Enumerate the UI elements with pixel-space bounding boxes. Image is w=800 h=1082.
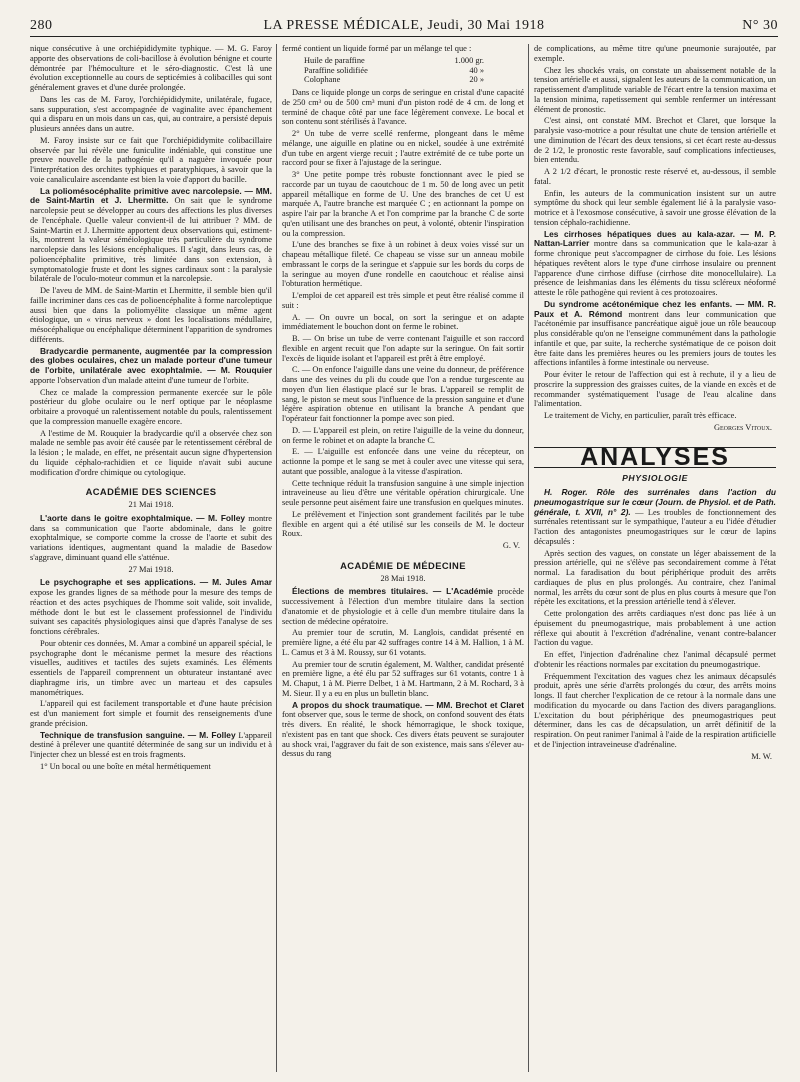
paragraph: En effet, l'injection d'adrénaline chez l'animal décapsulé permet d'obtenir les réactions normales par excitation du pneumogastrique.	[534, 650, 776, 669]
article-heading: La poliomésocéphalite primitive avec narcolepsie. — MM. de Saint-Martin et J. Lhermitte.	[30, 185, 272, 206]
article-transfusion	[30, 731, 272, 760]
paragraph: A l'estime de M. Rouquier la bradycardie qu'il a observée chez son malade ne semble pas avoir été causée par le retentissement cérébral de la lésion ; le malade, en effet, ne présentait aucun signe d'hypertension du liquide céphalo-rachidien et ce liquide n'avait subi aucune modification d'ordre chimique ou cytologique.	[30, 428, 272, 477]
article-heading: L'aorte dans le goitre exophtalmique. — M. Folley	[40, 512, 246, 523]
article-roger	[534, 488, 776, 547]
article-text: On sait que le syndrome narcolepsie peut se développer au cours des affections les plus diverses de l'encéphale. Quelle valeur convient-il de lui attribuer ? MM. de Saint-Martin et J. Lhermitte apportent deux observations qui, estiment-ils, montrent la valeur séméiologique très particulière du syndrome narcolepsie dans les lésions encéphaliques. Il s'agit, dans leurs cas, de polioencéphalite primitive, très limitée dans son extension, à symptomatologie fruste et dont les signes cardinaux sont : la paralysie bilatérale de l'oculo-moteur commun et la narcolepsie.	[30, 196, 272, 284]
article-heading: Bradycardie permanente, augmentée par la compression des globes oculaires, chez un malade porteur d'une tumeur de l'orbite, unilatérale avec exophtalmie. — M. Rouquier	[30, 345, 272, 375]
recipe-qty: 40 »	[469, 65, 484, 75]
paragraph: De l'aveu de MM. de Saint-Martin et Lhermitte, il semble bien qu'il faille incriminer dans ces cas de polioencéphalite à forme narcoleptique aussi bien que dans la poliomyélite classique un même agent étiologique, un « virus nerveux » dont les localisations médullaire, mésocéphalique ou encéphalique déterminent l'apparition de syndromes différents.	[30, 286, 272, 344]
column-3	[534, 44, 776, 1074]
article-shock	[282, 701, 524, 760]
article-heading: Les cirrhoses hépatiques dues au kala-azar. — M. P. Nattan-Larrier	[534, 228, 776, 249]
article-heading: Du syndrome acétonémique chez les enfants. — MM. R. Paux et A. Rémond	[534, 298, 776, 319]
article-text: procède successivement à l'élection d'un membre titulaire dans la section d'anatomie et de physiologie et à celle d'un membre titulaire dans la section de médecine opératoire.	[282, 587, 524, 626]
article-kala-azar	[534, 230, 776, 298]
paragraph: Fréquemment l'excitation des vagues chez les animaux décapsulés produit, après une série d'arrêts prolongés du cœur, des arrêts moins longs. Il faut chercher l'explication de ce retour à la normale dans une modification du myocarde ou dans l'action des divers paraganglions. L'excitation du bout périphérique des pneumogastriques peut déterminer, dans les cas de décapsulation, un arrêt définitif de la respiration. On peut ranimer l'animal à l'aide de la respiration artificielle et de l'injection intraveineuse d'adrénaline.	[534, 671, 776, 749]
section-title: ACADÉMIE DES SCIENCES	[85, 486, 217, 498]
article-polio	[30, 187, 272, 285]
recipe-list	[304, 56, 524, 85]
article-brady	[30, 347, 272, 386]
paragraph: A. — On ouvre un bocal, on sort la seringue et on adapte immédiatement le bouchon dont on ferme le robinet.	[282, 312, 524, 332]
paragraph: A 2 1/2 d'écart, le pronostic reste réservé et, au-dessous, il semble fatal.	[534, 167, 776, 186]
analyses-banner: ANALYSES	[534, 447, 776, 469]
recipe-name: Colophane	[304, 75, 341, 85]
paragraph: M. Faroy insiste sur ce fait que l'orchiépididymite colibacillaire observée par lui révèle une funiculite indéniable, qui constitue une preuve nouvelle de la pathogénie qu'il a naguère invoquée pour l'interprétation des orchites typhiques et paratyphiques, à savoir que la voie canaliculaire ascendante est bien la voie d'apport du bacille.	[30, 135, 272, 184]
article-heading: Élections de membres titulaires. — L'Académie	[292, 586, 493, 597]
issue-number: N° 30	[742, 18, 778, 33]
paragraph: Dans ce liquide plonge un corps de seringue en cristal d'une capacité de 250 cm³ ou de 500 cm³ muni d'un piston rodé de 4 cm. de long et terminé de chaque côté par une face légèrement convexe. Le bocal et son contenu sont stérilisés à l'avance.	[282, 88, 524, 127]
paragraph: E. — L'aiguille est enfoncée dans une veine du récepteur, on actionne la pompe et le sang se met à couler avec une vitesse qui sera, autant que possible, analogue à la vitesse d'aspiration.	[282, 447, 524, 476]
paragraph: Chez les shockés vrais, on constate un abaissement notable de la tension artérielle et aussi, signalent les auteurs de la communication, un rapetissement d'amplitude variable de l'écart entre la tension maxima et la tension minima, rapetissement qui semble renfermer un intéressant élément de pronostic.	[534, 65, 776, 114]
article-heading: H. Roger. Rôle des surrénales dans l'action du pneumogastrique sur le cœur (Journ. de Physiol. et de Path. générale, t. XVII, n° 2).	[534, 487, 776, 517]
recipe-qty: 20 »	[469, 75, 484, 85]
paragraph: Le prélèvement et l'injection sont grandement facilités par le tube flexible en argent qui a été utilisé sur les conseils de M. le docteur Roux.	[282, 509, 524, 539]
recipe-qty: 1.000 gr.	[454, 55, 484, 65]
recipe-name: Huile de paraffine	[304, 55, 365, 65]
article-text: — Les troubles de fonctionnement des surrénales retentissant sur le sympathique, l'auteur a eu l'idée d'étudier l'action des antagonistes pneumogastriques sur le cœur de lapins décapsulés :	[534, 507, 776, 546]
recipe-row	[304, 66, 484, 76]
paragraph: Au premier tour de scrutin également, M. Walther, candidat présenté en première ligne, a été élu par 52 suffrages sur 61 votants, contre 1 à M. Chaput, 1 à M. Pierre Delbet, 1 à M. Hartmann, 2 à M. Rochard, 3 à M. Sieur. Il y a eu en plus un bulletin blanc.	[282, 659, 524, 698]
column-2	[282, 44, 524, 1074]
section-date: 27 Mai 1918.	[128, 564, 174, 574]
article-text: montrent dans leur communication que l'acétonémie par insuffisance pancréatique aiguë joue un rôle beaucoup plus considérable qu'on ne l'enseigne communément dans la pathologie infantile et que, par suite, la recherche systématique de ce poison doit être faite dans les premières heures ou les premiers jours de toutes les affections infantiles à forme intestinale ou nerveuse.	[534, 309, 776, 368]
article-text: apporte l'observation d'un malade atteint d'une tumeur de l'orbite.	[30, 375, 249, 385]
journal-title: LA PRESSE MÉDICALE, Jeudi, 30 Mai 1918	[263, 18, 545, 33]
paragraph: L'une des branches se fixe à un robinet à deux voies vissé sur un chapeau métallique fileté. Ce chapeau se visse sur un anneau mobile embrassant le corps de la seringue et s'appuie sur les bords du corps de la seringue au moyen d'une rondelle en caoutchouc et réalise ainsi l'obturation hermétique.	[282, 240, 524, 289]
column-rule	[528, 44, 529, 1072]
article-heading: Technique de transfusion sanguine. — M. Folley	[40, 729, 236, 740]
paragraph: Après section des vagues, on constate un léger abaissement de la pression artérielle, qui ne s'élève pas secondairement comme à l'état normal. La faradisation du bout périphérique produit des arrêts cardiaques de plus en plus prolongés. Au contraire, chez l'animal normal, les arrêts du cœur sont de plus en plus courts à mesure que l'on répète les excitations, et la pression artérielle tend à s'élever.	[534, 548, 776, 607]
paragraph: Cette prolongation des arrêts cardiaques n'est donc pas liée à un épuisement du pneumogastrique, mais probablement à une action réflexe qui aboutit à l'excrétion d'adrénaline, venant contre-balancer l'action du vague.	[534, 609, 776, 648]
recipe-row	[304, 75, 484, 85]
article-psychographe	[30, 578, 272, 637]
signature: G. V.	[502, 541, 520, 550]
section-title: ACADÉMIE DE MÉDECINE	[340, 559, 466, 571]
signature: Georges Vitoux.	[713, 422, 772, 432]
paragraph: 3° Une petite pompe très robuste fonctionnant avec le pied se raccorde par un tuyau de caoutchouc de 1 m. 50 de long avec un petit appareil métallique en forme de U. Une des branches de cet U est marquée A, l'autre branche est marquée C ; en actionnant la pompe on aspire l'air par la branche A et l'on comprime par la branche C de sorte qu'en utilisant une des branches on peut, à volonté, obtenir l'inspiration ou la compression.	[282, 170, 524, 238]
article-text: expose les grandes lignes de sa méthode pour la mesure des temps de réaction et des actes psychiques de l'homme soit valide, soit invalide, méthode dont le but est le classement professionnel de l'individu suivant ses capacités physiologiques ainsi que d'après l'analyse de ses fonctions cérébrales.	[30, 588, 272, 636]
article-elections	[282, 587, 524, 626]
paragraph: Cette technique réduit la transfusion sanguine à une simple injection intraveineuse au lieu d'être une véritable opération chirurgicale. Une seule personne peut aisément faire une transfusion en quelques minutes.	[282, 478, 524, 507]
article-heading: A propos du shock traumatique. — MM. Brechot et Claret	[292, 699, 524, 710]
recipe-row	[304, 56, 484, 66]
paragraph: Enfin, les auteurs de la communication insistent sur un autre symptôme du shock qui leur semble également lié à la paralysie vaso-motrice et à l'exosmose consécutive, à savoir une grosse élévation de la tension céphalo-rachidienne.	[534, 188, 776, 227]
paragraph: 2° Un tube de verre scellé renferme, plongeant dans le même mélange, une aiguille en platine ou en nickel, soudée à une extrémité d'un tube en argent vierge recuit ; l'autre extrémité de ce tube porte un raccord pour se fixer à l'ajustage de la seringue.	[282, 129, 524, 168]
signature: M. W.	[751, 751, 772, 761]
page-number: 280	[30, 18, 53, 33]
subsection-title: PHYSIOLOGIE	[622, 473, 688, 484]
article-text: montre dans sa communication que l'aorte abdominale, dans le goitre exophtalmique, se comporte comme la crosse de l'aorte et subit des variations identiques, augmentant quand la maladie de Basedow s'aggrave, diminuant quand elle s'atténue.	[30, 513, 272, 562]
paragraph: Pour obtenir ces données, M. Amar a combiné un appareil spécial, le psychographe dont le mécanisme permet la mesure des réactions visuelles, auditives et tactiles des sujets examinés. Les éléments essentiels de l'appareil comprennent un obturateur instantané avec diaphragme iris, un timbre avec un marteau et des capsules manométriques.	[30, 638, 272, 697]
article-acetonemie	[534, 300, 776, 368]
paragraph: Pour éviter le retour de l'affection qui est à rechute, il y a lieu de proscrire la suppression des graisses cuites, de la viande en excès et de recommander systématiquement l'usage de l'eau alcaline dans l'alimentation.	[534, 370, 776, 409]
article-text: font observer que, sous le terme de shock, on confond souvent des états très divers. En réalité, le shock hémorragique, le shock toxique, n'existent pas en tant que shock. Ces divers états peuvent se surajouter au shock vrai, l'aggraver du fait de son existence, mais sans s'élever au-dessus du rang	[282, 710, 524, 759]
paragraph: Au premier tour de scrutin, M. Langlois, candidat présenté en première ligne, a été élu par 42 suffrages contre 14 à M. Hallion, 1 à M. L. Camus et 3 à M. Roussy, sur 61 votants.	[282, 628, 524, 657]
paragraph: de complications, au même titre qu'une pneumonie surajoutée, par exemple.	[534, 44, 776, 63]
section-date: 28 Mai 1918.	[380, 573, 426, 583]
page-header	[30, 14, 778, 37]
column-rule	[276, 44, 277, 1072]
paragraph: B. — On brise un tube de verre contenant l'aiguille et son raccord flexible en argent recuit que l'on adapte sur la seringue. On fait sortir l'excès de liquide isolant et l'appareil est prêt à être employé.	[282, 334, 524, 363]
paragraph: Le traitement de Vichy, en particulier, paraît très efficace.	[544, 411, 737, 420]
paragraph: nique consécutive à une orchiépididymite typhique. — M. G. Faroy apporte des observations de coli-bacillose à évolution bénigne et courte démontrée par l'hémoculture et le séro-diagnostic. C'est là une évolution exceptionnelle au cours de septicémies à colibacilles qui sont généralement graves et d'une durée prolongée.	[30, 44, 272, 92]
paragraph: D. — L'appareil est plein, on retire l'aiguille de la veine du donneur, on ferme le robinet et on adapte la branche C.	[282, 425, 524, 445]
article-heading: Le psychographe et ses applications. — M. Jules Amar	[40, 577, 272, 588]
paragraph: C. — On enfonce l'aiguille dans une veine du donneur, de préférence dans une des veines du pli du coude que l'on a rendue turgescente au moyen d'un lien élastique placé sur le bras. L'appareil se remplit de sang, le piston se meut sous l'influence de la pression sanguine et d'une légère aspiration obtenue en utilisant la branche A pendant que l'opérateur fait fonctionner la pompe avec son pied.	[282, 365, 524, 423]
article-aorte	[30, 514, 272, 563]
paragraph: L'appareil qui est facilement transportable et d'une haute précision est d'un maniement fort simple et fournit des renseignements d'une grande précision.	[30, 699, 272, 728]
article-text: L'appareil destiné à prélever une quantité déterminée de sang sur un individu et à l'injecter chez un blessé est en trois fragments.	[30, 730, 272, 759]
paragraph: Dans les cas de M. Faroy, l'orchiépididymite, unilatérale, fugace, sans suppuration, s'est accompagnée de vaginalite avec épanchement qui a disparu en un mois dans un cas, qui, au contraire, a persisté depuis plusieurs années dans un autre.	[30, 94, 272, 133]
recipe-name: Paraffine solidifiée	[304, 65, 368, 75]
section-date: 21 Mai 1918.	[128, 500, 174, 509]
paragraph: fermé contient un liquide formé par un mélange tel que :	[282, 44, 472, 53]
paragraph: L'emploi de cet appareil est très simple et peut être réalisé comme il suit :	[282, 291, 524, 310]
article-text: montre dans sa communication que le kala-azar à forme chronique peut s'accompagner de cirrhose du foie. Les lésions hépatiques revêtent alors le type d'une cirrhose insulaire ou prennent l'apparence d'une cirrhose diffuse (cirrhose dite monocellulaire). La présence de leishmanias dans les éléments du tissu scléreux néoformé atteste le rôle pathogène qui revient à ces protozoaires.	[534, 239, 776, 297]
paragraph: C'est ainsi, ont constaté MM. Brechot et Claret, que lorsque la paralysie vaso-motrice a pour résultat une chute de tension artérielle et une diminution de l'écart des deux tensions, si cet écart reste au-dessus de 2 1/2, le pronostic reste favorable, sauf complications infectieuses, bien entendu.	[534, 116, 776, 165]
paragraph: Chez ce malade la compression permanente exercée sur le pôle postérieur du globe oculaire ou le nerf optique par le néoplasme orbitaire a provoqué un ralentissement notable du pouls, ralentissement que la compression manuelle exagère encore.	[30, 387, 272, 426]
column-1	[30, 44, 272, 1074]
paragraph: 1° Un bocal ou une boîte en métal hermétiquement	[40, 761, 211, 771]
